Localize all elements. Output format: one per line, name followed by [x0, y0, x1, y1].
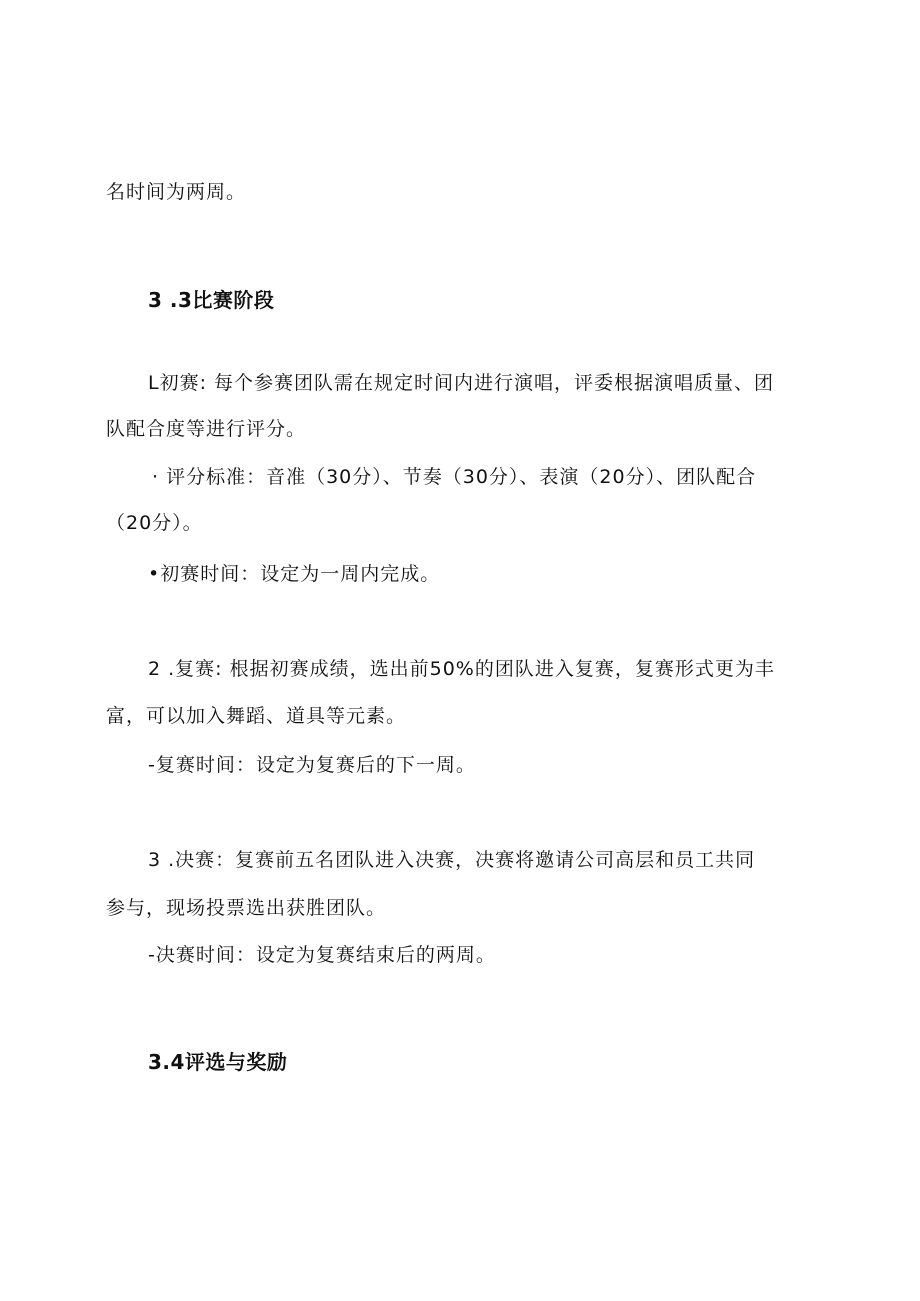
- round1-paragraph-line1: L初赛: 每个参赛团队需在规定时间内进行演唱，评委根据演唱质量、团: [148, 372, 775, 394]
- round3-paragraph-line2: 参与，现场投票选出获胜团队。: [106, 897, 387, 919]
- round1-time: •初赛时间：设定为一周内完成。: [148, 563, 441, 585]
- round1-criteria-line1: · 评分标准：音准（30分）、节奏（30分）、表演（20分）、团队配合: [152, 466, 757, 488]
- section-heading-3-4: 3.4评选与奖励: [148, 1050, 288, 1074]
- round1-criteria-line2: （20分）。: [106, 512, 203, 534]
- round1-paragraph-line2: 队配合度等进行评分。: [106, 418, 307, 440]
- round3-time: -决赛时间：设定为复赛结束后的两周。: [148, 944, 496, 966]
- round2-paragraph-line2: 富，可以加入舞蹈、道具等元素。: [106, 705, 407, 727]
- round2-paragraph-line1: 2 .复赛: 根据初赛成绩，选出前50%的团队进入复赛，复赛形式更为丰: [148, 658, 775, 680]
- round2-time: -复赛时间：设定为复赛后的下一周。: [148, 754, 476, 776]
- round3-paragraph-line1: 3 .决赛：复赛前五名团队进入决赛，决赛将邀请公司高层和员工共同: [148, 849, 756, 871]
- intro-tail-text: 名时间为两周。: [106, 181, 247, 203]
- section-heading-3-3: 3 .3比赛阶段: [148, 288, 275, 312]
